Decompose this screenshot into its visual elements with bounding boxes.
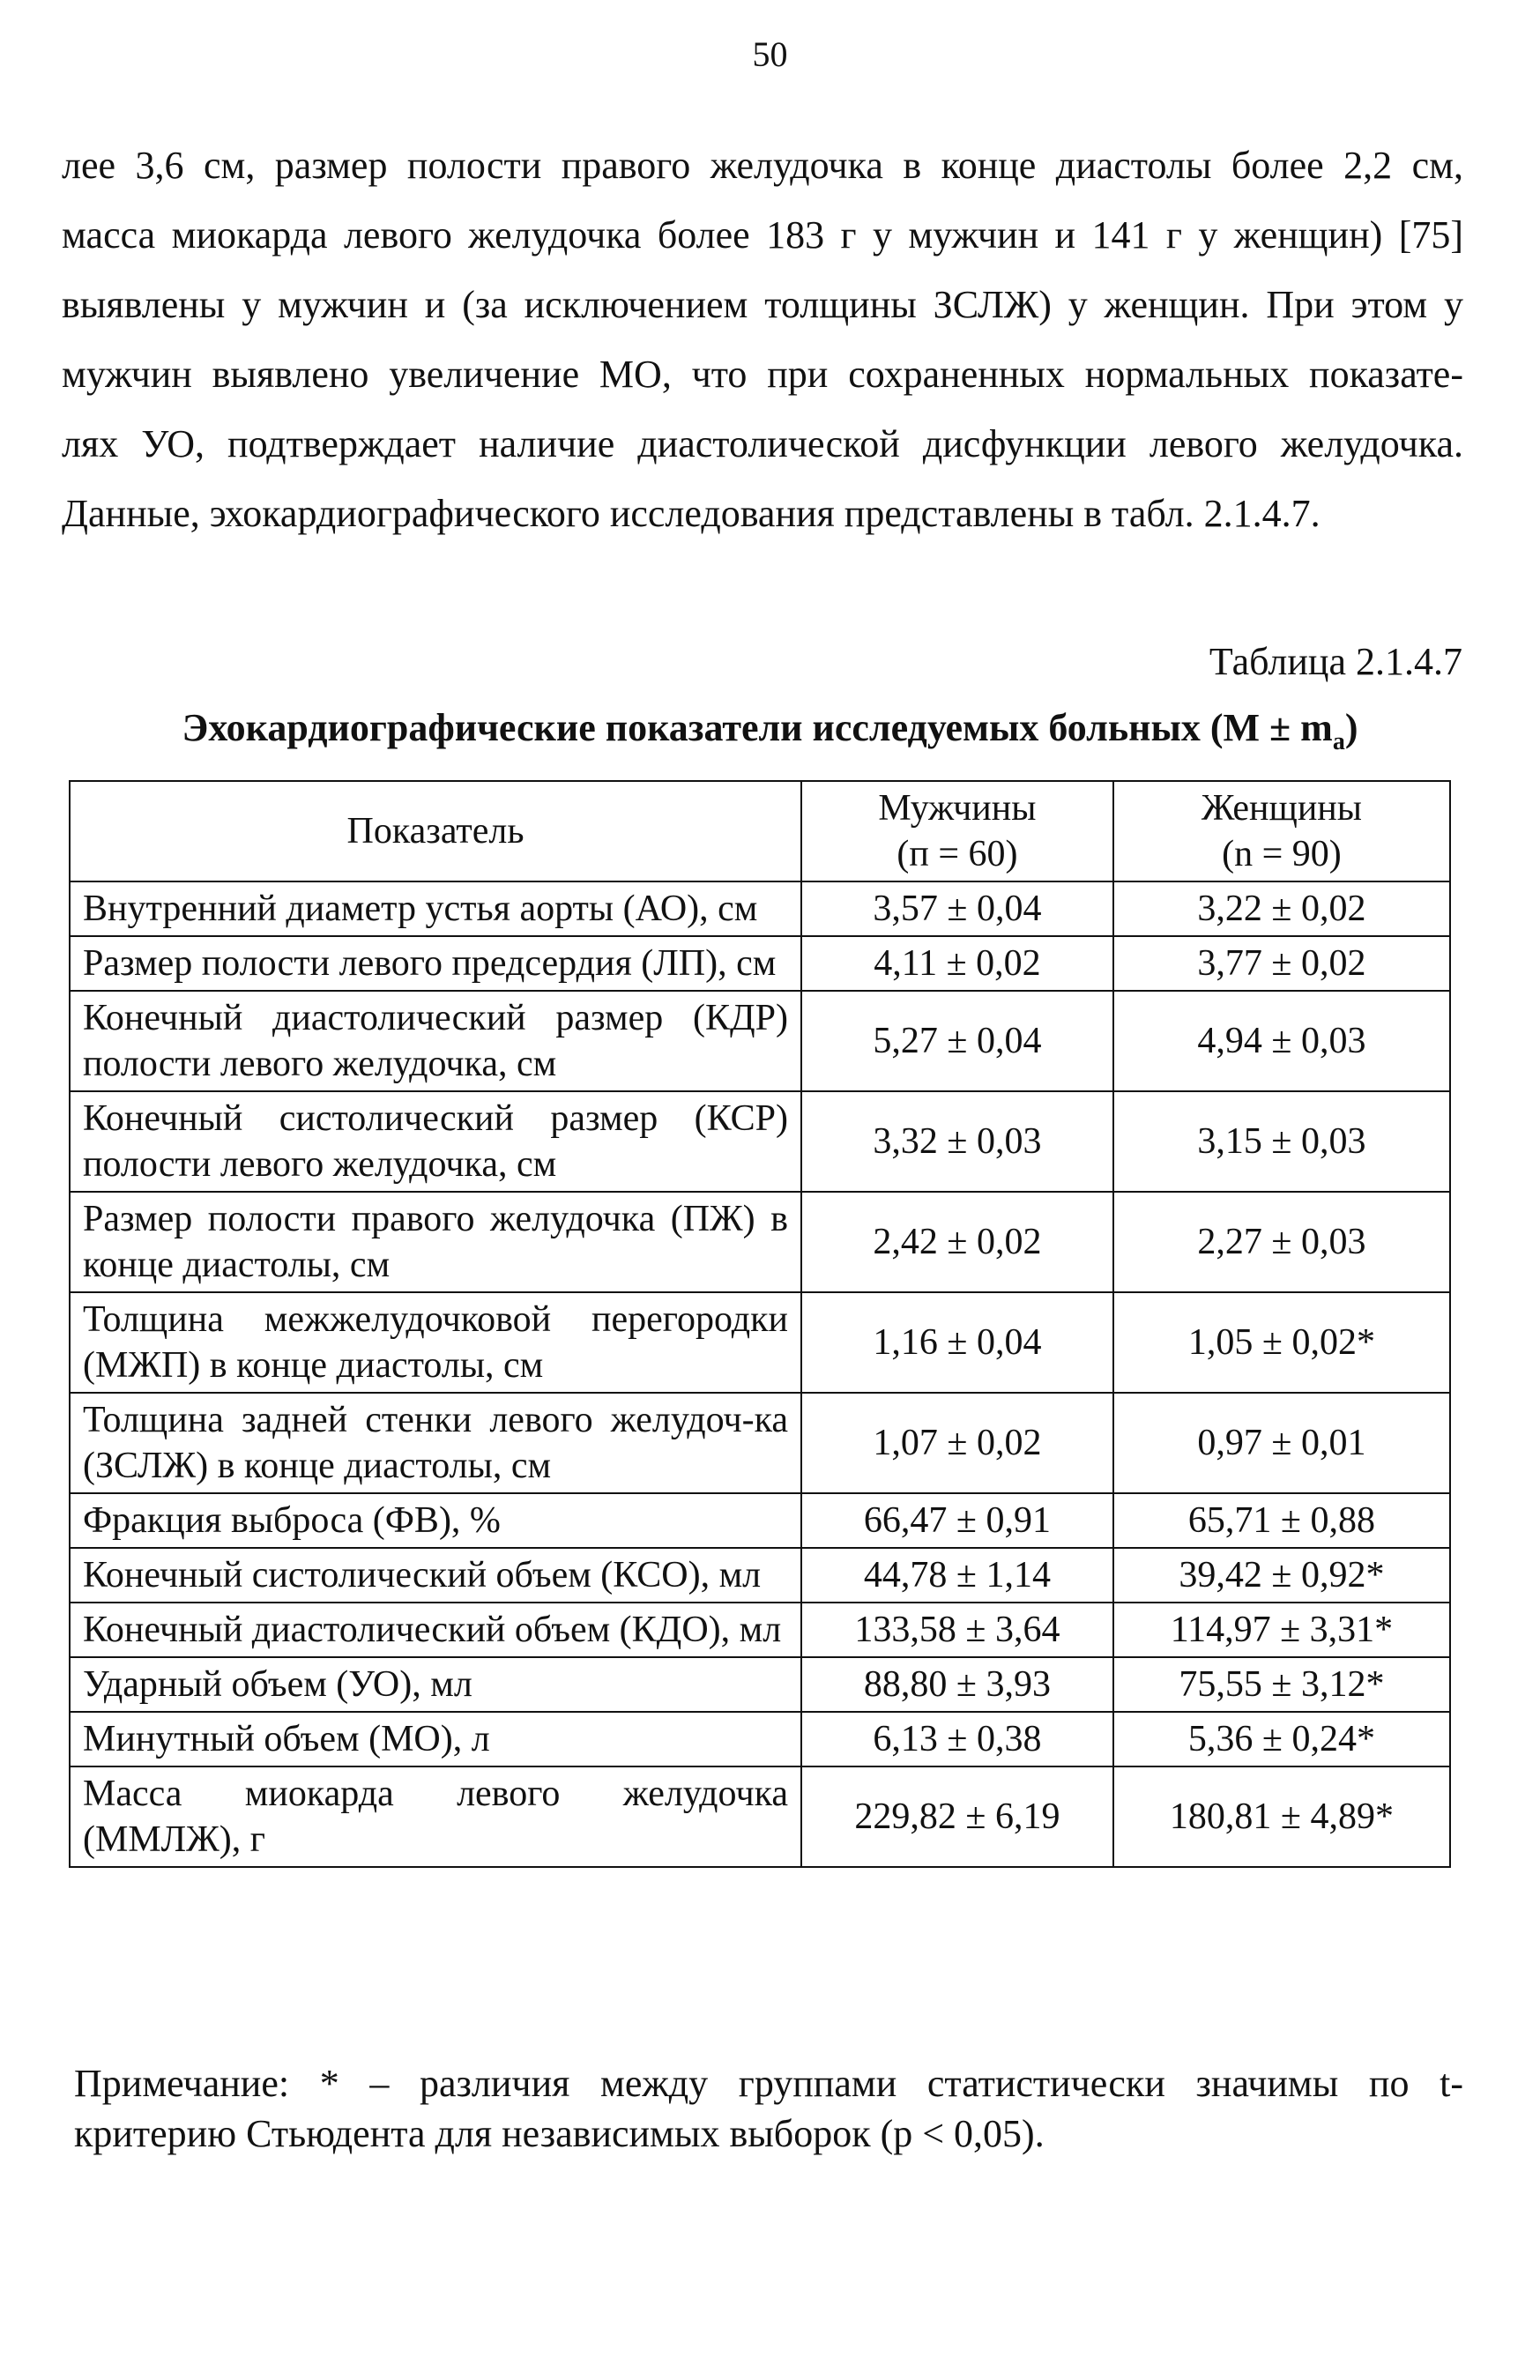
table-row <box>70 991 1450 1091</box>
page-number: 50 <box>752 34 788 74</box>
cell-women: 2,27 ± 0,03 <box>1113 1192 1450 1292</box>
cell-women: 65,71 ± 0,88 <box>1113 1493 1450 1548</box>
cell-indicator: Минутный объем (МО), л <box>70 1712 801 1766</box>
header-women <box>1113 781 1450 881</box>
table-row <box>70 1766 1450 1867</box>
cell-men: 44,78 ± 1,14 <box>801 1548 1113 1603</box>
table-title-main: Эхокардиографические показатели исследуемых больных (M ± m <box>182 706 1333 749</box>
cell-indicator: Размер полости правого желудочка (ПЖ) в конце диастолы, см <box>70 1192 801 1292</box>
paragraph-line: мужчин выявлено увеличение МО, что при сохраненных нормальных показате- <box>62 353 1463 396</box>
note-line: критерию Стьюдента для независимых выборок (p < 0,05). <box>74 2112 1045 2155</box>
cell-indicator: Размер полости левого предсердия (ЛП), см <box>70 936 801 991</box>
cell-women: 180,81 ± 4,89* <box>1113 1766 1450 1867</box>
table-note <box>74 2058 1463 2159</box>
cell-indicator: Конечный диастолический размер (КДР) полости левого желудочка, см <box>70 991 801 1091</box>
cell-indicator: Конечный систолический объем (КСО), мл <box>70 1548 801 1603</box>
table-row <box>70 1493 1450 1548</box>
cell-men: 2,42 ± 0,02 <box>801 1192 1113 1292</box>
cell-women: 0,97 ± 0,01 <box>1113 1393 1450 1493</box>
cell-men: 1,07 ± 0,02 <box>801 1393 1113 1493</box>
cell-men: 3,57 ± 0,04 <box>801 881 1113 936</box>
table-title-subscript: a <box>1332 727 1345 755</box>
paragraph-line: лях УО, подтверждает наличие диастолической дисфункции левого желудочка. <box>62 422 1463 465</box>
table-row <box>70 1712 1450 1766</box>
cell-women: 3,22 ± 0,02 <box>1113 881 1450 936</box>
table-row <box>70 1091 1450 1192</box>
header-women-n: (n = 90) <box>1222 834 1342 874</box>
cell-men: 229,82 ± 6,19 <box>801 1766 1113 1867</box>
cell-men: 1,16 ± 0,04 <box>801 1292 1113 1393</box>
table-row <box>70 1393 1450 1493</box>
cell-men: 6,13 ± 0,38 <box>801 1712 1113 1766</box>
header-men-label: Мужчины <box>878 788 1037 829</box>
cell-men: 3,32 ± 0,03 <box>801 1091 1113 1192</box>
table-row <box>70 1292 1450 1393</box>
header-men <box>801 781 1113 881</box>
cell-indicator: Фракция выброса (ФВ), % <box>70 1493 801 1548</box>
cell-indicator: Масса миокарда левого желудочка (ММЛЖ), г <box>70 1766 801 1867</box>
table-row <box>70 1657 1450 1712</box>
paragraph-line: лее 3,6 см, размер полости правого желудочка в конце диастолы более 2,2 см, <box>62 144 1463 187</box>
echo-table <box>69 780 1451 1868</box>
cell-women: 75,55 ± 3,12* <box>1113 1657 1450 1712</box>
cell-men: 4,11 ± 0,02 <box>801 936 1113 991</box>
cell-women: 5,36 ± 0,24* <box>1113 1712 1450 1766</box>
table-row <box>70 881 1450 936</box>
table-title <box>0 705 1540 756</box>
paragraph-line: масса миокарда левого желудочка более 183 г у мужчин и 141 г у женщин) [75] <box>62 213 1463 257</box>
cell-indicator: Конечный систолический размер (КСР) полости левого желудочка, см <box>70 1091 801 1192</box>
paragraph-line: выявлены у мужчин и (за исключением толщины ЗСЛЖ) у женщин. При этом у <box>62 283 1463 326</box>
cell-women: 3,77 ± 0,02 <box>1113 936 1450 991</box>
cell-women: 39,42 ± 0,92* <box>1113 1548 1450 1603</box>
cell-women: 4,94 ± 0,03 <box>1113 991 1450 1091</box>
table-title-close: ) <box>1344 706 1358 749</box>
note-line: Примечание: * – различия между группами статистически значимы по t- <box>74 2062 1463 2105</box>
cell-men: 88,80 ± 3,93 <box>801 1657 1113 1712</box>
cell-women: 3,15 ± 0,03 <box>1113 1091 1450 1192</box>
table-row <box>70 1603 1450 1657</box>
table-header-row <box>70 781 1450 881</box>
cell-indicator: Конечный диастолический объем (КДО), мл <box>70 1603 801 1657</box>
header-indicator: Показатель <box>70 781 801 881</box>
cell-men: 5,27 ± 0,04 <box>801 991 1113 1091</box>
cell-indicator: Ударный объем (УО), мл <box>70 1657 801 1712</box>
cell-indicator: Толщина задней стенки левого желудоч-ка (ЗСЛЖ) в конце диастолы, см <box>70 1393 801 1493</box>
cell-men: 66,47 ± 0,91 <box>801 1493 1113 1548</box>
cell-women: 114,97 ± 3,31* <box>1113 1603 1450 1657</box>
header-men-n: (п = 60) <box>896 834 1018 874</box>
table-number: Таблица 2.1.4.7 <box>1209 640 1462 683</box>
table-row <box>70 936 1450 991</box>
header-women-label: Женщины <box>1201 788 1362 829</box>
paragraph-line: Данные, эхокардиографического исследования представлены в табл. 2.1.4.7. <box>62 492 1321 535</box>
cell-indicator: Внутренний диаметр устья аорты (АО), см <box>70 881 801 936</box>
table-row <box>70 1192 1450 1292</box>
cell-indicator: Толщина межжелудочковой перегородки (МЖП) в конце диастолы, см <box>70 1292 801 1393</box>
cell-men: 133,58 ± 3,64 <box>801 1603 1113 1657</box>
body-paragraph <box>62 130 1463 548</box>
table-row <box>70 1548 1450 1603</box>
cell-women: 1,05 ± 0,02* <box>1113 1292 1450 1393</box>
